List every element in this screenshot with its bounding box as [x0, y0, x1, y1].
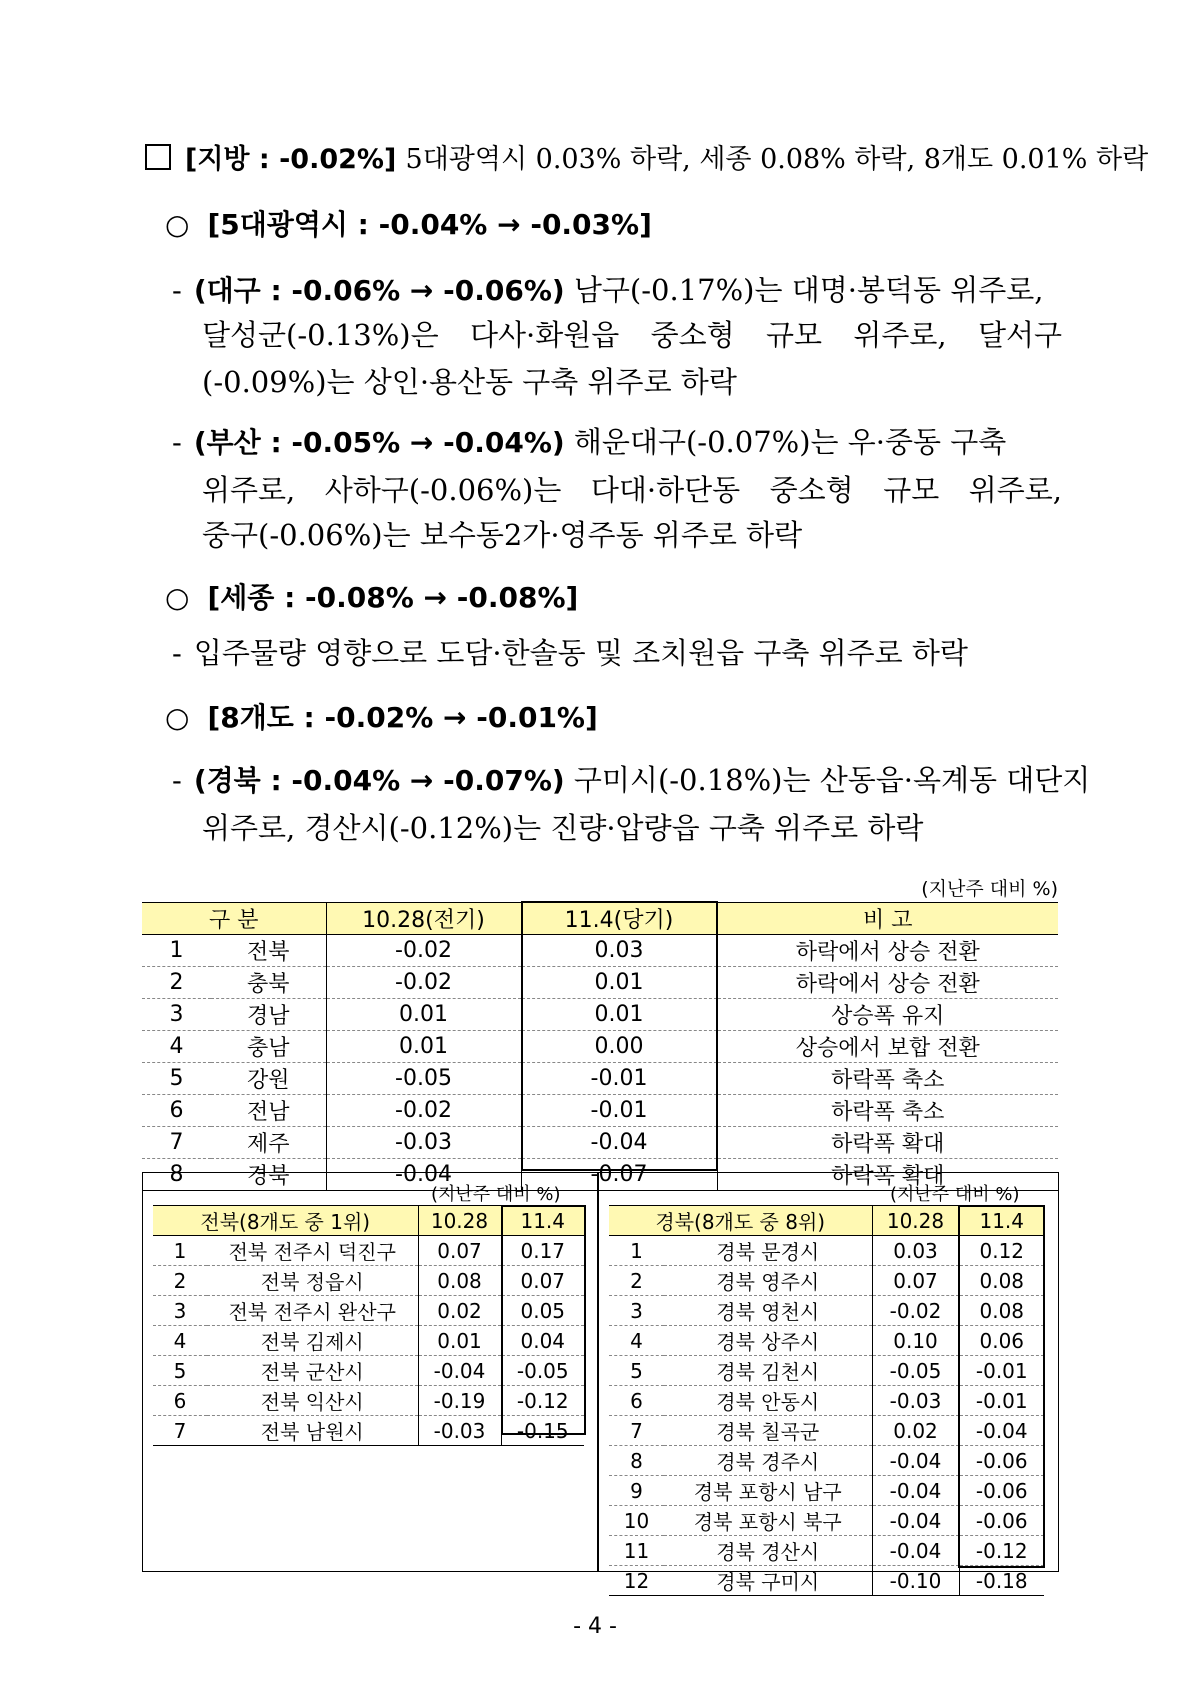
- section-title-text: [5대광역시 : -0.04% → -0.03%]: [207, 208, 652, 241]
- right-table-unit-label: (지난주 대비 %): [890, 1184, 1020, 1205]
- cell-rank: 5: [153, 1356, 207, 1386]
- province-table: [142, 902, 1058, 1191]
- table-header-row: [153, 1206, 584, 1236]
- table-row: [609, 1536, 1044, 1566]
- header-current: 11.4(당기): [521, 903, 717, 935]
- table-row: [609, 1266, 1044, 1296]
- cell-rank: 11: [609, 1536, 664, 1566]
- cell-remark: 하락폭 확대: [717, 1127, 1058, 1159]
- cell-current: 0.08: [959, 1266, 1044, 1296]
- cell-region: 경북 경산시: [664, 1536, 872, 1566]
- table-row: [142, 1127, 1058, 1159]
- table-row: [609, 1236, 1044, 1266]
- item-text: 입주물량 영향으로 도담·한솔동 및 조치원읍 구축 위주로 하락: [193, 636, 968, 670]
- cell-rank: 6: [153, 1386, 207, 1416]
- cell-previous: -0.03: [418, 1416, 501, 1446]
- cell-previous: 0.02: [872, 1416, 959, 1446]
- cell-current: 0.01: [521, 967, 717, 999]
- cell-rank: 6: [609, 1386, 664, 1416]
- cell-previous: 0.07: [872, 1266, 959, 1296]
- cell-previous: -0.05: [872, 1356, 959, 1386]
- cell-previous: -0.19: [418, 1386, 501, 1416]
- cell-current: -0.07: [521, 1159, 717, 1191]
- cell-rank: 1: [153, 1236, 207, 1266]
- table-header-row: [142, 903, 1058, 935]
- cell-region: 전북 익산시: [207, 1386, 418, 1416]
- section-title-sejong: [165, 578, 578, 618]
- circle-bullet: ○: [165, 208, 190, 241]
- cell-previous: 0.01: [326, 1031, 521, 1063]
- table-row: [142, 967, 1058, 999]
- cell-region: 경북 포항시 남구: [664, 1476, 872, 1506]
- cell-rank: 12: [609, 1566, 664, 1596]
- cell-rank: 5: [142, 1063, 211, 1095]
- cell-current: -0.12: [501, 1386, 584, 1416]
- cell-rank: 8: [142, 1159, 211, 1191]
- cell-current: -0.15: [501, 1416, 584, 1446]
- cell-region: 전북 남원시: [207, 1416, 418, 1446]
- cell-current: 0.06: [959, 1326, 1044, 1356]
- dash: -: [172, 425, 182, 459]
- item-daegu: [172, 270, 1062, 311]
- cell-current: 0.03: [521, 935, 717, 967]
- cell-current: -0.01: [521, 1063, 717, 1095]
- cell-previous: -0.04: [872, 1476, 959, 1506]
- table-row: [153, 1266, 584, 1296]
- table-row: [142, 935, 1058, 967]
- section-title-text: [8개도 : -0.02% → -0.01%]: [207, 701, 598, 734]
- cell-previous: -0.03: [326, 1127, 521, 1159]
- circle-bullet: ○: [165, 701, 190, 734]
- cell-region: 경북 경주시: [664, 1446, 872, 1476]
- cell-previous: 0.08: [418, 1266, 501, 1296]
- page-number: - 4 -: [573, 1614, 617, 1639]
- cell-remark: 상승에서 보합 전환: [717, 1031, 1058, 1063]
- cell-current: 0.04: [501, 1326, 584, 1356]
- table-row: [153, 1326, 584, 1356]
- cell-previous: -0.04: [872, 1446, 959, 1476]
- item-label: (경북 : -0.04% → -0.07%): [193, 764, 565, 797]
- header-previous: 10.28: [872, 1206, 959, 1236]
- cell-region: 경북 김천시: [664, 1356, 872, 1386]
- cell-rank: 2: [153, 1266, 207, 1296]
- cell-region: 경북 문경시: [664, 1236, 872, 1266]
- header-region: 경북(8개도 중 8위): [609, 1206, 872, 1236]
- table-row: [153, 1296, 584, 1326]
- cell-current: -0.05: [501, 1356, 584, 1386]
- cell-remark: 상승폭 유지: [717, 999, 1058, 1031]
- cell-current: -0.12: [959, 1536, 1044, 1566]
- cell-rank: 3: [609, 1296, 664, 1326]
- table-unit-label: (지난주 대비 %): [921, 878, 1058, 900]
- cell-region: 충북: [211, 967, 326, 999]
- table-row: [609, 1386, 1044, 1416]
- cell-previous: -0.05: [326, 1063, 521, 1095]
- empty-square-icon: [145, 144, 171, 170]
- cell-current: 0.12: [959, 1236, 1044, 1266]
- heading-text: 5대광역시 0.03% 하락, 세종 0.08% 하락, 8개도 0.01% 하락: [405, 144, 1149, 175]
- gyeongbuk-table: [609, 1205, 1044, 1596]
- left-table-unit-label: (지난주 대비 %): [431, 1184, 561, 1205]
- item-text: 남구(-0.17%)는 대명·봉덕동 위주로,: [573, 273, 1044, 307]
- cell-rank: 1: [609, 1236, 664, 1266]
- cell-previous: -0.02: [872, 1296, 959, 1326]
- cell-rank: 2: [142, 967, 211, 999]
- cell-previous: 0.01: [326, 999, 521, 1031]
- cell-current: -0.18: [959, 1566, 1044, 1596]
- cell-rank: 4: [153, 1326, 207, 1356]
- cell-region: 경북 영천시: [664, 1296, 872, 1326]
- table-row: [142, 1063, 1058, 1095]
- cell-current: -0.06: [959, 1476, 1044, 1506]
- cell-rank: 7: [153, 1416, 207, 1446]
- cell-previous: 0.03: [872, 1236, 959, 1266]
- cell-region: 경남: [211, 999, 326, 1031]
- table-row: [609, 1476, 1044, 1506]
- dash: -: [172, 273, 182, 307]
- cell-rank: 2: [609, 1266, 664, 1296]
- item-busan-line2: 위주로, 사하구(-0.06%)는 다대·하단동 중소형 규모 위주로,: [202, 473, 1062, 507]
- item-daegu-line3: (-0.09%)는 상인·용산동 구축 위주로 하락: [202, 365, 737, 399]
- header-current: 11.4: [959, 1206, 1044, 1236]
- cell-current: 0.07: [501, 1266, 584, 1296]
- table-row: [609, 1566, 1044, 1596]
- header-category: 구 분: [142, 903, 326, 935]
- cell-previous: 0.02: [418, 1296, 501, 1326]
- cell-previous: -0.02: [326, 967, 521, 999]
- cell-rank: 7: [142, 1127, 211, 1159]
- circle-bullet: ○: [165, 581, 190, 614]
- cell-current: 0.00: [521, 1031, 717, 1063]
- cell-region: 전북 전주시 완산구: [207, 1296, 418, 1326]
- cell-current: -0.06: [959, 1446, 1044, 1476]
- cell-remark: 하락폭 확대: [717, 1159, 1058, 1191]
- cell-rank: 4: [609, 1326, 664, 1356]
- cell-region: 경북 칠곡군: [664, 1416, 872, 1446]
- section-title-text: [세종 : -0.08% → -0.08%]: [207, 581, 579, 614]
- cell-current: -0.04: [959, 1416, 1044, 1446]
- table-row: [609, 1326, 1044, 1356]
- cell-remark: 하락에서 상승 전환: [717, 967, 1058, 999]
- cell-region: 충남: [211, 1031, 326, 1063]
- header-remarks: 비 고: [717, 903, 1058, 935]
- table-row: [142, 999, 1058, 1031]
- cell-current: 0.17: [501, 1236, 584, 1266]
- cell-region: 경북 포항시 북구: [664, 1506, 872, 1536]
- table-row: [609, 1446, 1044, 1476]
- item-label: (대구 : -0.06% → -0.06%): [193, 274, 565, 307]
- cell-previous: 0.10: [872, 1326, 959, 1356]
- cell-previous: -0.02: [326, 935, 521, 967]
- cell-region: 강원: [211, 1063, 326, 1095]
- cell-rank: 8: [609, 1446, 664, 1476]
- table-row: [609, 1416, 1044, 1446]
- cell-remark: 하락에서 상승 전환: [717, 935, 1058, 967]
- cell-region: 경북: [211, 1159, 326, 1191]
- cell-rank: 4: [142, 1031, 211, 1063]
- section-title-metro: [165, 205, 652, 245]
- cell-current: -0.01: [521, 1095, 717, 1127]
- cell-current: 0.01: [521, 999, 717, 1031]
- dash: -: [172, 763, 182, 797]
- cell-region: 경북 상주시: [664, 1326, 872, 1356]
- item-text: 구미시(-0.18%)는 산동읍·옥계동 대단지: [573, 763, 1091, 797]
- cell-rank: 1: [142, 935, 211, 967]
- cell-current: -0.06: [959, 1506, 1044, 1536]
- cell-current: -0.01: [959, 1356, 1044, 1386]
- table-row: [153, 1356, 584, 1386]
- cell-previous: -0.04: [872, 1506, 959, 1536]
- cell-region: 경북 영주시: [664, 1266, 872, 1296]
- cell-previous: 0.01: [418, 1326, 501, 1356]
- cell-rank: 3: [153, 1296, 207, 1326]
- table-row: [142, 1095, 1058, 1127]
- cell-rank: 7: [609, 1416, 664, 1446]
- cell-previous: 0.07: [418, 1236, 501, 1266]
- main-heading: [145, 138, 1148, 180]
- cell-region: 전북 전주시 덕진구: [207, 1236, 418, 1266]
- cell-region: 전북 군산시: [207, 1356, 418, 1386]
- table-header-row: [609, 1206, 1044, 1236]
- item-gyeongbuk: [172, 760, 1091, 801]
- table-row: [609, 1506, 1044, 1536]
- jeonbuk-table: [153, 1205, 584, 1446]
- dash: -: [172, 636, 182, 670]
- header-previous: 10.28(전기): [326, 903, 521, 935]
- cell-region: 전남: [211, 1095, 326, 1127]
- table-row: [153, 1416, 584, 1446]
- table-row: [609, 1356, 1044, 1386]
- table-row: [609, 1296, 1044, 1326]
- item-text: 해운대구(-0.07%)는 우·중동 구축: [573, 425, 1007, 459]
- cell-previous: -0.10: [872, 1566, 959, 1596]
- cell-region: 경북 안동시: [664, 1386, 872, 1416]
- header-current: 11.4: [501, 1206, 584, 1236]
- cell-region: 전북: [211, 935, 326, 967]
- table-row: [153, 1386, 584, 1416]
- item-daegu-line2: 달성군(-0.13%)은 다사·화원읍 중소형 규모 위주로, 달서구: [202, 318, 1062, 352]
- cell-previous: -0.04: [872, 1536, 959, 1566]
- table-row: [153, 1236, 584, 1266]
- cell-rank: 3: [142, 999, 211, 1031]
- heading-label: [지방 : -0.02%]: [185, 144, 397, 175]
- cell-previous: -0.02: [326, 1095, 521, 1127]
- table-row: [142, 1031, 1058, 1063]
- cell-region: 전북 정읍시: [207, 1266, 418, 1296]
- cell-rank: 10: [609, 1506, 664, 1536]
- item-label: (부산 : -0.05% → -0.04%): [193, 426, 565, 459]
- cell-region: 전북 김제시: [207, 1326, 418, 1356]
- cell-rank: 6: [142, 1095, 211, 1127]
- cell-region: 제주: [211, 1127, 326, 1159]
- cell-current: -0.04: [521, 1127, 717, 1159]
- item-busan-line3: 중구(-0.06%)는 보수동2가·영주동 위주로 하락: [202, 518, 803, 552]
- header-previous: 10.28: [418, 1206, 501, 1236]
- cell-remark: 하락폭 축소: [717, 1063, 1058, 1095]
- cell-rank: 9: [609, 1476, 664, 1506]
- cell-current: 0.05: [501, 1296, 584, 1326]
- cell-previous: -0.04: [326, 1159, 521, 1191]
- cell-previous: -0.04: [418, 1356, 501, 1386]
- cell-current: 0.08: [959, 1296, 1044, 1326]
- cell-previous: -0.03: [872, 1386, 959, 1416]
- item-sejong: [172, 633, 968, 673]
- cell-current: -0.01: [959, 1386, 1044, 1416]
- cell-region: 경북 구미시: [664, 1566, 872, 1596]
- section-title-provinces: [165, 698, 598, 738]
- header-region: 전북(8개도 중 1위): [153, 1206, 418, 1236]
- item-gyeongbuk-line2: 위주로, 경산시(-0.12%)는 진량·압량읍 구축 위주로 하락: [202, 811, 924, 845]
- cell-rank: 5: [609, 1356, 664, 1386]
- cell-remark: 하락폭 축소: [717, 1095, 1058, 1127]
- item-busan: [172, 422, 1062, 463]
